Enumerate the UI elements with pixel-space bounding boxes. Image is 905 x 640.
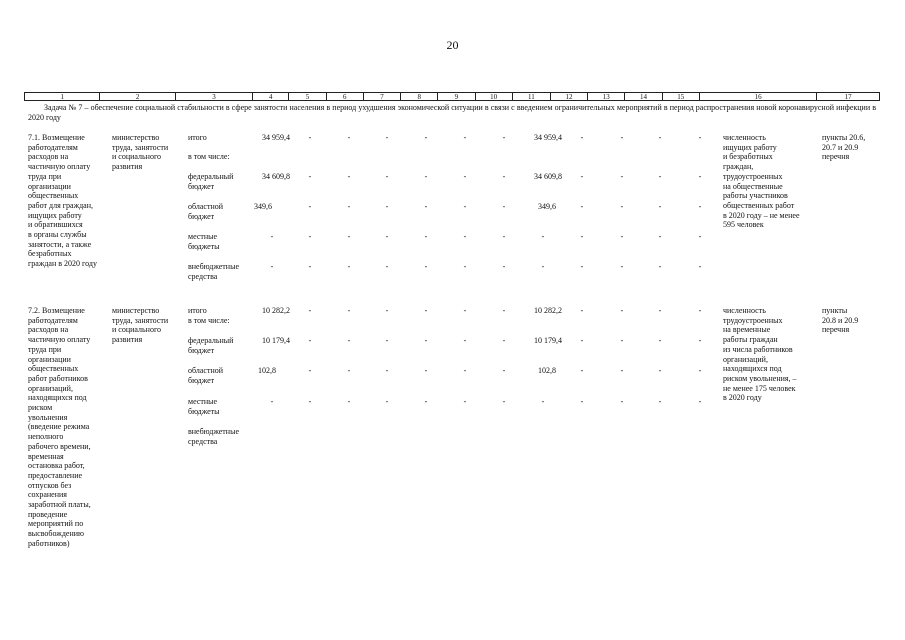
row-7-2-line-2-dash-7: - bbox=[620, 366, 624, 375]
row-7-1-line-2-dash-5: - bbox=[502, 202, 506, 211]
row-7-1-local-dash-7: - bbox=[541, 232, 545, 241]
column-header-1: 1 bbox=[25, 93, 100, 100]
row-7-2-line-0-dash-4: - bbox=[463, 306, 467, 315]
row-7-2-indicator: численность трудоустроенных на временные работы граждан из числа работников организаций, находящихся под риском увольнения, – не менее 175 человек в 2020 году bbox=[723, 306, 797, 403]
row-7-1-line-2-dash-6: - bbox=[580, 202, 584, 211]
row-7-2-source-local: местные бюджеты bbox=[188, 397, 220, 416]
row-7-2-list-items: пункты 20.8 и 20.9 перечня bbox=[822, 306, 859, 335]
column-header-9: 9 bbox=[438, 93, 475, 100]
row-7-1-extra-dash-11: - bbox=[698, 262, 702, 271]
row-7-1-source-regional: областной бюджет bbox=[188, 202, 224, 221]
row-7-1-local-dash-10: - bbox=[658, 232, 662, 241]
row-7-1-total-value: 34 959,4 bbox=[262, 133, 290, 142]
row-7-2-line-0-dash-2: - bbox=[385, 306, 389, 315]
column-header-17: 17 bbox=[844, 93, 852, 101]
row-7-1-line-0-dash-5: - bbox=[502, 133, 506, 142]
row-7-1-line-2-dash-1: - bbox=[347, 202, 351, 211]
row-7-1-extra-dash-1: - bbox=[308, 262, 312, 271]
column-header-10: 10 bbox=[476, 93, 513, 100]
row-7-1-line-1-dash-7: - bbox=[620, 172, 624, 181]
row-7-1-line-0-dash-1: - bbox=[347, 133, 351, 142]
row-7-1-list-items: пункты 20.6, 20.7 и 20.9 перечня bbox=[822, 133, 866, 162]
row-7-2-line-2-dash-6: - bbox=[580, 366, 584, 375]
row-7-1-local-dash-9: - bbox=[620, 232, 624, 241]
column-header-2: 2 bbox=[100, 93, 175, 100]
column-header-5: 5 bbox=[289, 93, 326, 100]
row-7-2-local-dash-8: - bbox=[580, 397, 584, 406]
row-7-1-line-0-dash-6: - bbox=[580, 133, 584, 142]
row-7-2-line-1-dash-4: - bbox=[463, 336, 467, 345]
row-7-1-line-0-dash-0: - bbox=[308, 133, 312, 142]
row-7-1-extra-dash-10: - bbox=[658, 262, 662, 271]
row-7-1-local-dash-8: - bbox=[580, 232, 584, 241]
row-7-2-line-1-dash-8: - bbox=[658, 336, 662, 345]
row-7-2-executor: министерство труда, занятости и социального развития bbox=[112, 306, 169, 345]
row-7-1-source-extra: внебюджетные средства bbox=[188, 262, 239, 281]
row-7-2-total-2020: 10 282,2 bbox=[534, 306, 562, 315]
row-7-2-line-0-dash-5: - bbox=[502, 306, 506, 315]
row-7-1-extra-dash-5: - bbox=[463, 262, 467, 271]
row-7-2-line-0-dash-9: - bbox=[698, 306, 702, 315]
row-7-2-line-2-dash-5: - bbox=[502, 366, 506, 375]
row-7-2-line-0-dash-0: - bbox=[308, 306, 312, 315]
row-7-1-line-0-dash-4: - bbox=[463, 133, 467, 142]
row-7-2-line-0-dash-8: - bbox=[658, 306, 662, 315]
row-7-1-line-1-dash-5: - bbox=[502, 172, 506, 181]
row-7-2-local-dash-10: - bbox=[658, 397, 662, 406]
row-7-2-line-2-dash-1: - bbox=[347, 366, 351, 375]
row-7-2-line-1-dash-0: - bbox=[308, 336, 312, 345]
row-7-1-total-2020: 34 959,4 bbox=[534, 133, 562, 142]
row-7-2-local-dash-1: - bbox=[308, 397, 312, 406]
row-7-1-source-local: местные бюджеты bbox=[188, 232, 220, 251]
row-7-2-line-1-dash-2: - bbox=[385, 336, 389, 345]
row-7-2-local-dash-6: - bbox=[502, 397, 506, 406]
row-7-2-source-total: итого в том числе: bbox=[188, 306, 230, 325]
row-7-2-source-federal: федеральный бюджет bbox=[188, 336, 234, 355]
row-7-1-line-1-dash-2: - bbox=[385, 172, 389, 181]
column-header-12: 12 bbox=[551, 93, 588, 100]
row-7-2-line-2-dash-4: - bbox=[463, 366, 467, 375]
row-7-1-line-1-dash-0: - bbox=[308, 172, 312, 181]
column-header-13: 13 bbox=[588, 93, 625, 100]
row-7-1-local-dash-4: - bbox=[424, 232, 428, 241]
row-7-2-name: 7.2. Возмещение работодателям расходов на частичную оплату труда при организации общественных работ работников организаций, находящихся под риском увольнения (введение режима неполного рабочего времени, временная остановка работ, предоставление отпусков без сохранения заработной платы, проведение мероприятий по высвобождению работников) bbox=[28, 306, 91, 548]
row-7-1-line-2-dash-7: - bbox=[620, 202, 624, 211]
row-7-1-line-0-dash-7: - bbox=[620, 133, 624, 142]
row-7-2-line-1-dash-6: - bbox=[580, 336, 584, 345]
row-7-1-local-dash-0: - bbox=[270, 232, 274, 241]
row-7-1-extra-dash-9: - bbox=[620, 262, 624, 271]
row-7-2-total-value: 10 282,2 bbox=[262, 306, 290, 315]
row-7-1-line-2-dash-3: - bbox=[424, 202, 428, 211]
column-header-11: 11 bbox=[513, 93, 551, 100]
row-7-2-regional-value: 102,8 bbox=[258, 366, 276, 375]
row-7-2-local-dash-11: - bbox=[698, 397, 702, 406]
row-7-1-line-1-dash-6: - bbox=[580, 172, 584, 181]
row-7-2-line-0-dash-6: - bbox=[580, 306, 584, 315]
row-7-2-line-2-dash-9: - bbox=[698, 366, 702, 375]
row-7-2-line-1-dash-5: - bbox=[502, 336, 506, 345]
row-7-1-local-dash-11: - bbox=[698, 232, 702, 241]
row-7-1-source-incl: в том числе: bbox=[188, 152, 230, 161]
row-7-1-extra-dash-2: - bbox=[347, 262, 351, 271]
row-7-1-source-total: итого bbox=[188, 133, 207, 142]
row-7-2-line-1-dash-1: - bbox=[347, 336, 351, 345]
row-7-2-local-dash-2: - bbox=[347, 397, 351, 406]
row-7-1-name: 7.1. Возмещение работодателям расходов на частичную оплату труда при организации общественных работ для граждан, ищущих работу и обратившихся в органы службы занятости, а также безработных граждан в 2020 году bbox=[28, 133, 97, 269]
row-7-1-executor: министерство труда, занятости и социального развития bbox=[112, 133, 169, 172]
row-7-2-local-dash-7: - bbox=[541, 397, 545, 406]
row-7-1-line-0-dash-2: - bbox=[385, 133, 389, 142]
row-7-2-local-dash-4: - bbox=[424, 397, 428, 406]
column-header-4: 4 bbox=[253, 93, 289, 100]
row-7-1-line-1-dash-8: - bbox=[658, 172, 662, 181]
row-7-2-line-1-dash-9: - bbox=[698, 336, 702, 345]
row-7-1-federal-value: 34 609,8 bbox=[262, 172, 290, 181]
row-7-2-regional-2020: 102,8 bbox=[538, 366, 556, 375]
row-7-2-line-2-dash-8: - bbox=[658, 366, 662, 375]
row-7-2-local-dash-5: - bbox=[463, 397, 467, 406]
row-7-1-line-2-dash-0: - bbox=[308, 202, 312, 211]
row-7-1-regional-value: 349,6 bbox=[254, 202, 272, 211]
row-7-1-local-dash-6: - bbox=[502, 232, 506, 241]
row-7-1-line-2-dash-4: - bbox=[463, 202, 467, 211]
row-7-1-extra-dash-0: - bbox=[270, 262, 274, 271]
row-7-1-indicator: численность ищущих работу и безработных граждан, трудоустроенных на общественные работы участников общественных работ в 2020 году – не менее 595 человек bbox=[723, 133, 800, 230]
row-7-1-line-2-dash-9: - bbox=[698, 202, 702, 211]
column-header-6: 6 bbox=[327, 93, 364, 100]
row-7-2-federal-2020: 10 179,4 bbox=[534, 336, 562, 345]
row-7-2-local-dash-0: - bbox=[270, 397, 274, 406]
row-7-1-federal-2020: 34 609,8 bbox=[534, 172, 562, 181]
column-header-16: 16 bbox=[700, 93, 818, 100]
row-7-1-regional-2020: 349,6 bbox=[538, 202, 556, 211]
row-7-1-extra-dash-8: - bbox=[580, 262, 584, 271]
row-7-2-line-1-dash-3: - bbox=[424, 336, 428, 345]
row-7-1-line-1-dash-1: - bbox=[347, 172, 351, 181]
row-7-2-local-dash-9: - bbox=[620, 397, 624, 406]
row-7-1-local-dash-2: - bbox=[347, 232, 351, 241]
row-7-2-federal-value: 10 179,4 bbox=[262, 336, 290, 345]
row-7-1-extra-dash-6: - bbox=[502, 262, 506, 271]
row-7-1-line-0-dash-3: - bbox=[424, 133, 428, 142]
row-7-1-local-dash-1: - bbox=[308, 232, 312, 241]
row-7-2-line-2-dash-0: - bbox=[308, 366, 312, 375]
row-7-1-line-1-dash-9: - bbox=[698, 172, 702, 181]
row-7-1-local-dash-5: - bbox=[463, 232, 467, 241]
row-7-2-line-0-dash-7: - bbox=[620, 306, 624, 315]
row-7-2-local-dash-3: - bbox=[385, 397, 389, 406]
row-7-1-line-1-dash-4: - bbox=[463, 172, 467, 181]
row-7-1-line-0-dash-8: - bbox=[658, 133, 662, 142]
row-7-2-line-0-dash-3: - bbox=[424, 306, 428, 315]
row-7-2-line-2-dash-2: - bbox=[385, 366, 389, 375]
row-7-1-line-1-dash-3: - bbox=[424, 172, 428, 181]
row-7-2-line-0-dash-1: - bbox=[347, 306, 351, 315]
column-header-3: 3 bbox=[176, 93, 253, 100]
row-7-2-source-regional: областной бюджет bbox=[188, 366, 224, 385]
row-7-1-line-0-dash-9: - bbox=[698, 133, 702, 142]
row-7-2-source-extra: внебюджетные средства bbox=[188, 427, 239, 446]
column-header-14: 14 bbox=[625, 93, 662, 100]
column-header-7: 7 bbox=[364, 93, 401, 100]
row-7-1-source-federal: федеральный бюджет bbox=[188, 172, 234, 191]
row-7-1-line-2-dash-2: - bbox=[385, 202, 389, 211]
row-7-1-extra-dash-7: - bbox=[541, 262, 545, 271]
row-7-2-line-1-dash-7: - bbox=[620, 336, 624, 345]
task-title: Задача № 7 – обеспечение социальной стабильности в сфере занятости населения в период ухудшения экономической ситуации в связи с введением ограничительных мероприятий в период распространения новой коронавирусной инфекции в 2020 году bbox=[28, 103, 876, 122]
column-number-header bbox=[24, 92, 880, 101]
row-7-1-local-dash-3: - bbox=[385, 232, 389, 241]
column-header-8: 8 bbox=[401, 93, 438, 100]
column-header-15: 15 bbox=[663, 93, 700, 100]
row-7-2-line-2-dash-3: - bbox=[424, 366, 428, 375]
page-number: 20 bbox=[446, 38, 459, 52]
row-7-1-extra-dash-4: - bbox=[424, 262, 428, 271]
row-7-1-line-2-dash-8: - bbox=[658, 202, 662, 211]
row-7-1-extra-dash-3: - bbox=[385, 262, 389, 271]
